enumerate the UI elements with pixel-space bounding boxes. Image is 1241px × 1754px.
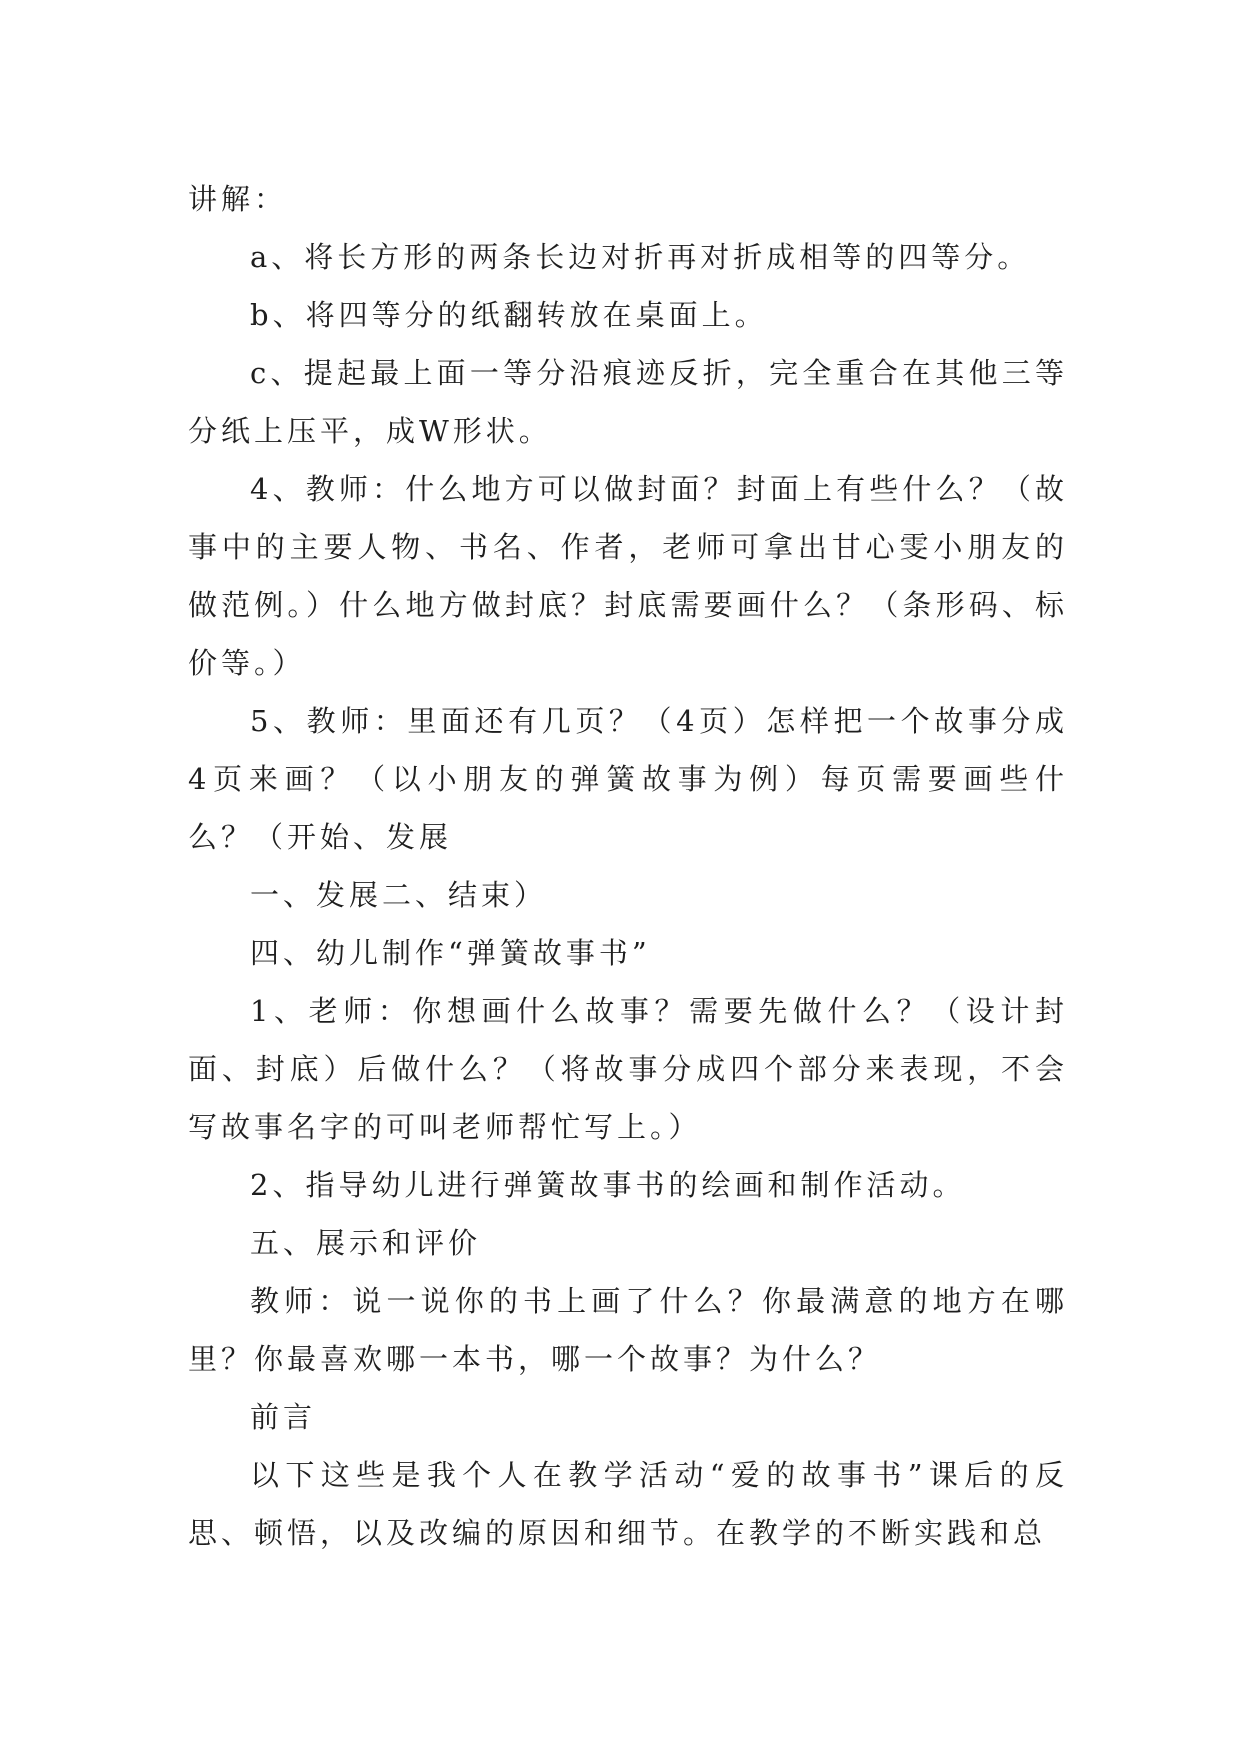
paragraph-guidance: 2、指导幼儿进行弹簧故事书的绘画和制作活动。 <box>250 1168 966 1202</box>
paragraph-teacher-question: 1、老师：你想画什么故事？需要先做什么？（设计封面、封底）后做什么？（将故事分成四个部分来表现，不会写故事名字的可叫老师帮忙写上。） <box>188 994 1068 1144</box>
paragraph-teacher-pages: 5、教师：里面还有几页？（4页）怎样把一个故事分成4页来画？（以小朋友的弹簧故事为例）每页需要画些什么？（开始、发展 <box>188 704 1068 854</box>
paragraph-preface-body: 以下这些是我个人在教学活动“爱的故事书”课后的反思、顿悟，以及改编的原因和细节。在教学的不断实践和总 <box>188 1458 1068 1550</box>
document-page <box>188 170 1068 1562</box>
paragraph-development: 一、发展二、结束） <box>250 878 548 912</box>
paragraph-step-a: a、将长方形的两条长边对折再对折成相等的四等分。 <box>250 240 1031 274</box>
paragraph-section-four: 四、幼儿制作“弹簧故事书” <box>250 936 651 970</box>
paragraph-explanation-heading: 讲解： <box>188 182 288 216</box>
paragraph-section-five: 五、展示和评价 <box>250 1226 482 1260</box>
paragraph-teacher-cover: 4、教师：什么地方可以做封面？封面上有些什么？（故事中的主要人物、书名、作者，老师可拿出甘心雯小朋友的做范例。）什么地方做封底？封底需要画什么？（条形码、标价等。） <box>188 472 1068 680</box>
paragraph-step-c: c、提起最上面一等分沿痕迹反折，完全重合在其他三等分纸上压平，成W形状。 <box>188 356 1068 448</box>
paragraph-step-b: b、将四等分的纸翻转放在桌面上。 <box>250 298 768 332</box>
paragraph-preface-heading: 前言 <box>250 1400 317 1434</box>
paragraph-evaluation: 教师：说一说你的书上画了什么？你最满意的地方在哪里？你最喜欢哪一本书，哪一个故事？为什么？ <box>188 1284 1068 1376</box>
